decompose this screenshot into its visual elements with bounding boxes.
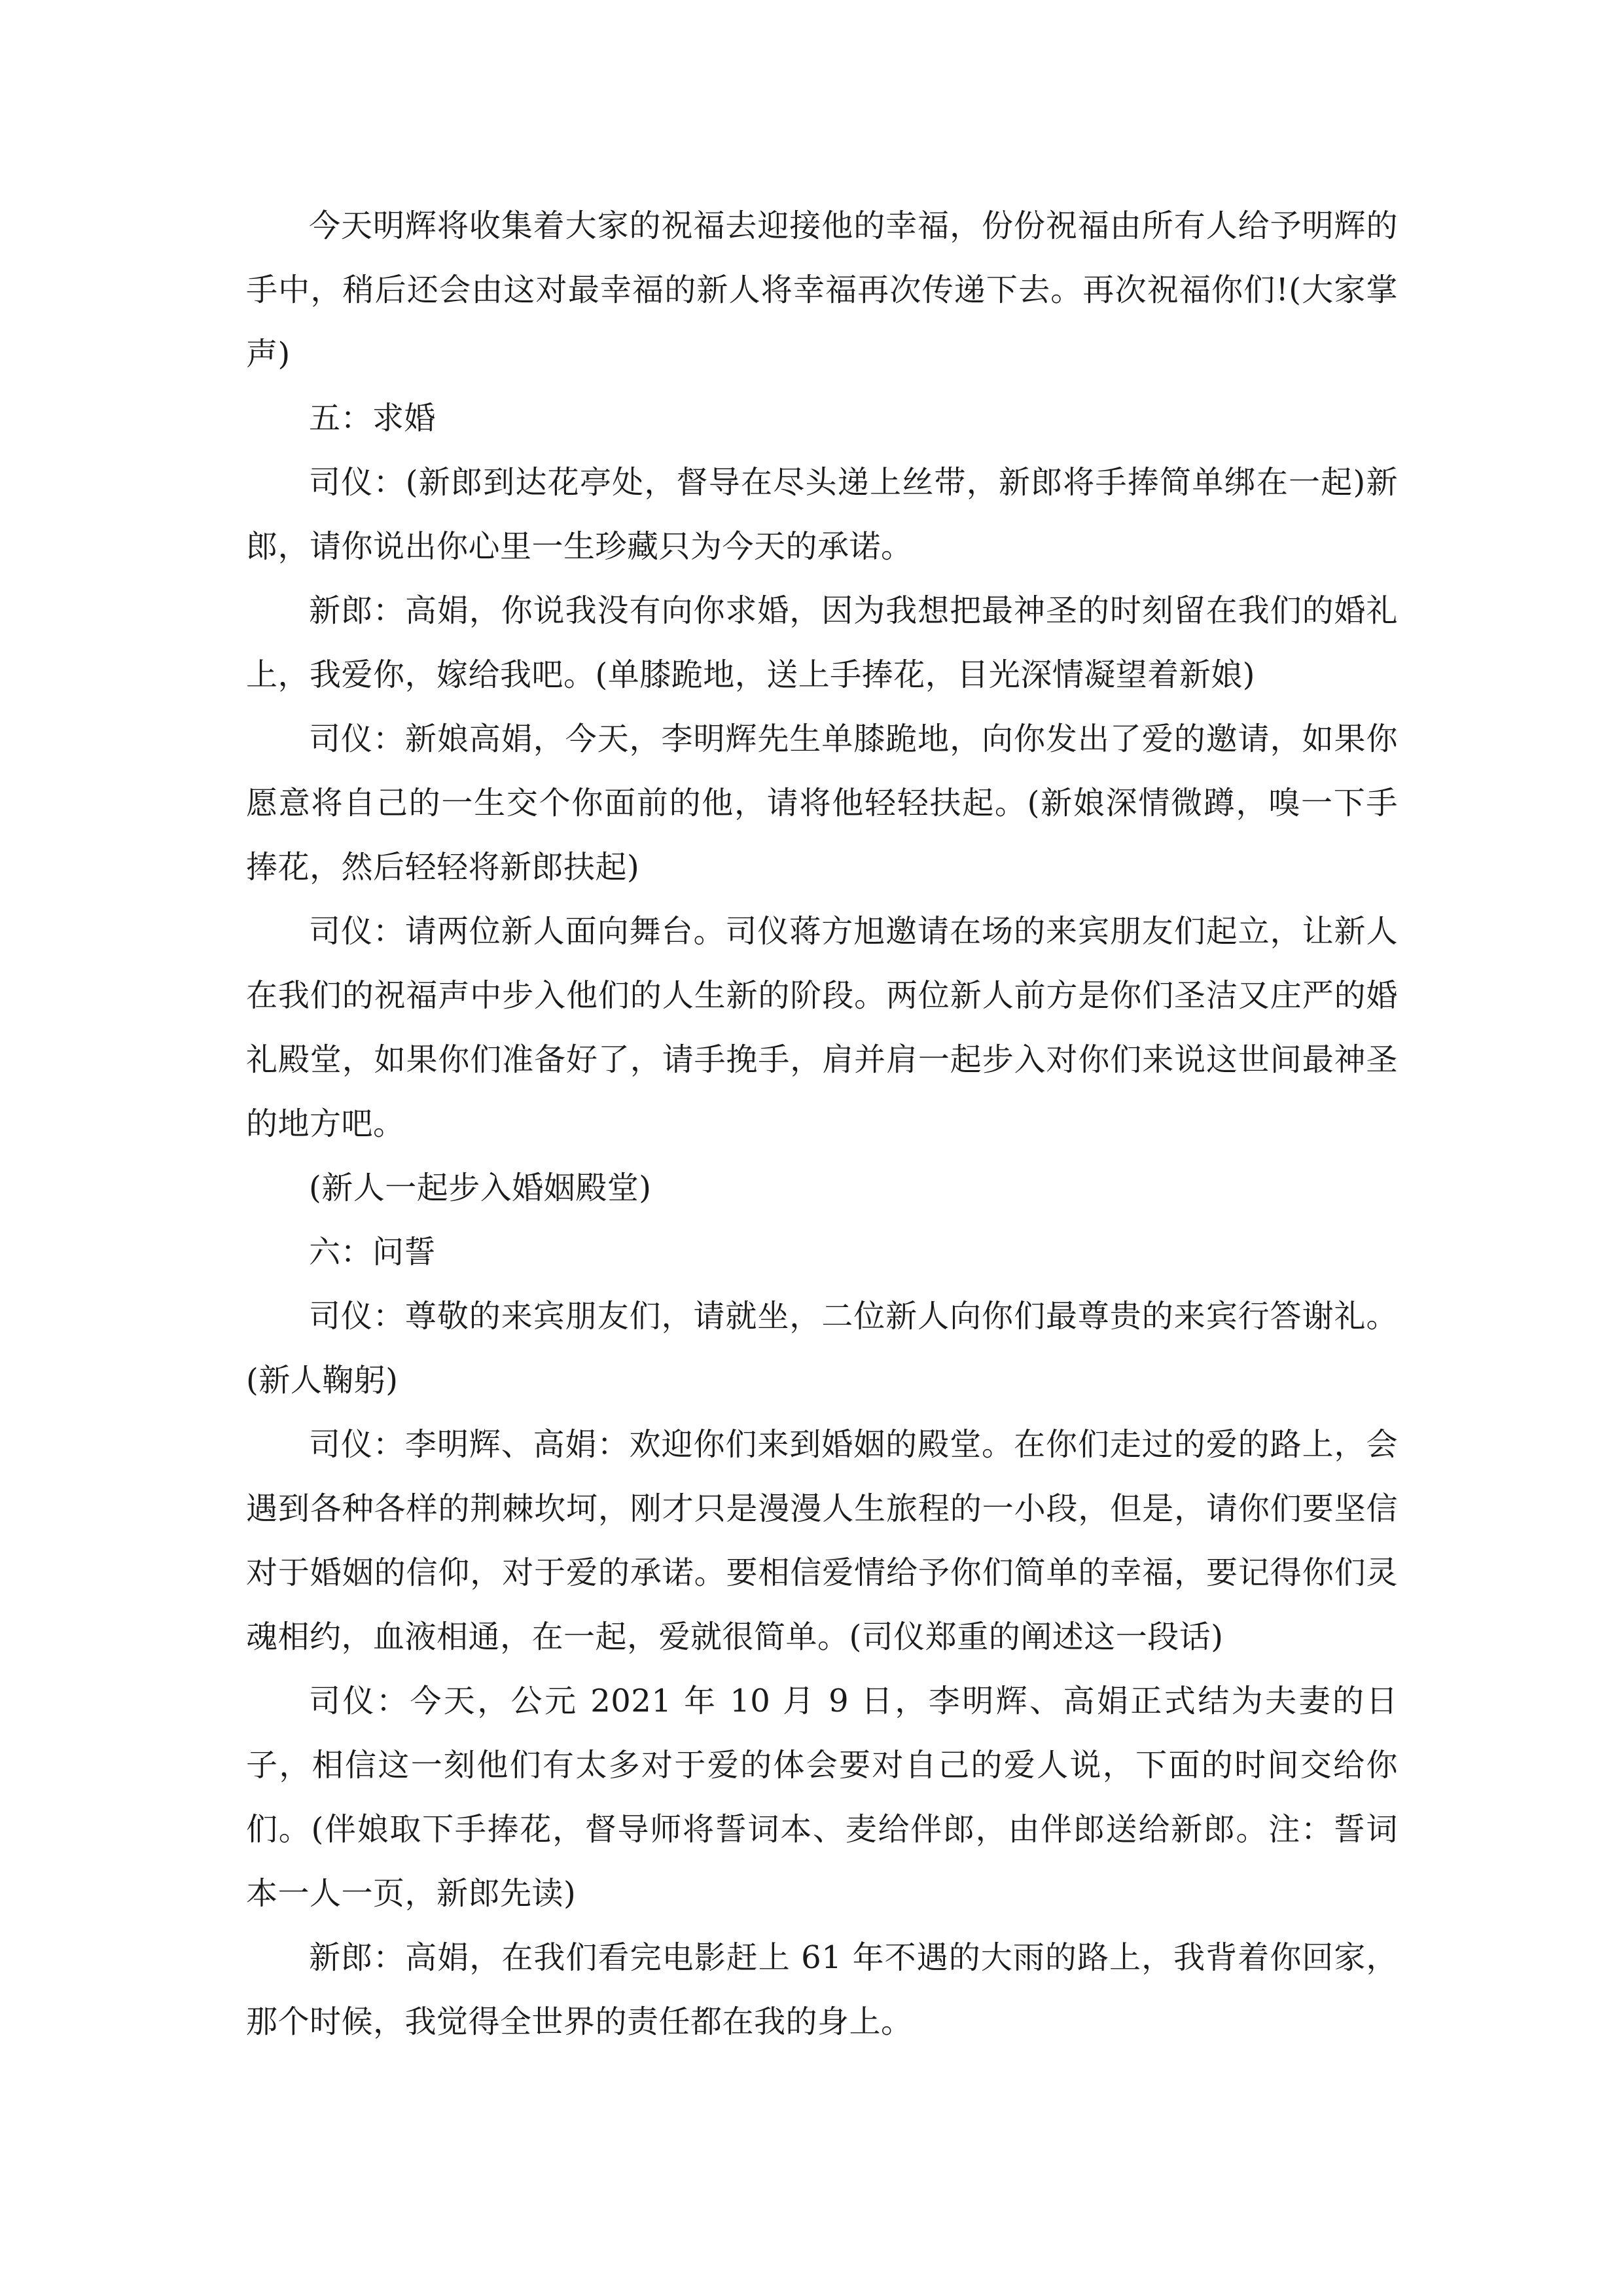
paragraph: 新郎：高娟，你说我没有向你求婚，因为我想把最神圣的时刻留在我们的婚礼上，我爱你，嫁给我吧。(单膝跪地，送上手捧花，目光深情凝望着新娘) (246, 592, 1398, 693)
paragraph: 司仪：请两位新人面向舞台。司仪蒋方旭邀请在场的来宾朋友们起立，让新人在我们的祝福声中步入他们的人生新的阶段。两位新人前方是你们圣洁又庄严的婚礼殿堂，如果你们准备好了，请手挽手，肩并肩一起步入对你们来说这世间最神圣的地方吧。 (246, 913, 1398, 1142)
document-body (246, 194, 1398, 2054)
paragraph: 司仪：(新郎到达花亭处，督导在尽头递上丝带，新郎将手捧简单绑在一起)新郎，请你说出你心里一生珍藏只为今天的承诺。 (246, 464, 1398, 565)
paragraph: 司仪：新娘高娟，今天，李明辉先生单膝跪地，向你发出了爱的邀请，如果你愿意将自己的一生交个你面前的他，请将他轻轻扶起。(新娘深情微蹲，嗅一下手捧花，然后轻轻将新郎扶起) (246, 721, 1398, 886)
paragraph: 司仪：今天，公元 2021 年 10 月 9 日，李明辉、高娟正式结为夫妻的日子，相信这一刻他们有太多对于爱的体会要对自己的爱人说，下面的时间交给你们。(伴娘取下手捧花，督导师将誓词本、麦给伴郎，由伴郎送给新郎。注：誓词本一人一页，新郎先读) (246, 1683, 1398, 1912)
paragraph: 司仪：李明辉、高娟：欢迎你们来到婚姻的殿堂。在你们走过的爱的路上，会遇到各种各样的荆棘坎坷，刚才只是漫漫人生旅程的一小段，但是，请你们要坚信对于婚姻的信仰，对于爱的承诺。要相信爱情给予你们简单的幸福，要记得你们灵魂相约，血液相通，在一起，爱就很简单。(司仪郑重的阐述这一段话) (246, 1426, 1398, 1655)
paragraph: 司仪：尊敬的来宾朋友们，请就坐，二位新人向你们最尊贵的来宾行答谢礼。(新人鞠躬) (246, 1298, 1398, 1399)
paragraph: (新人一起步入婚姻殿堂) (309, 1170, 652, 1206)
section-heading: 五：求婚 (309, 400, 437, 437)
paragraph: 今天明辉将收集着大家的祝福去迎接他的幸福，份份祝福由所有人给予明辉的手中，稍后还会由这对最幸福的新人将幸福再次传递下去。再次祝福你们!(大家掌声) (246, 207, 1398, 372)
paragraph: 新郎：高娟，在我们看完电影赶上 61 年不遇的大雨的路上，我背着你回家，那个时候，我觉得全世界的责任都在我的身上。 (246, 1939, 1398, 2040)
section-heading: 六：问誓 (309, 1234, 437, 1270)
